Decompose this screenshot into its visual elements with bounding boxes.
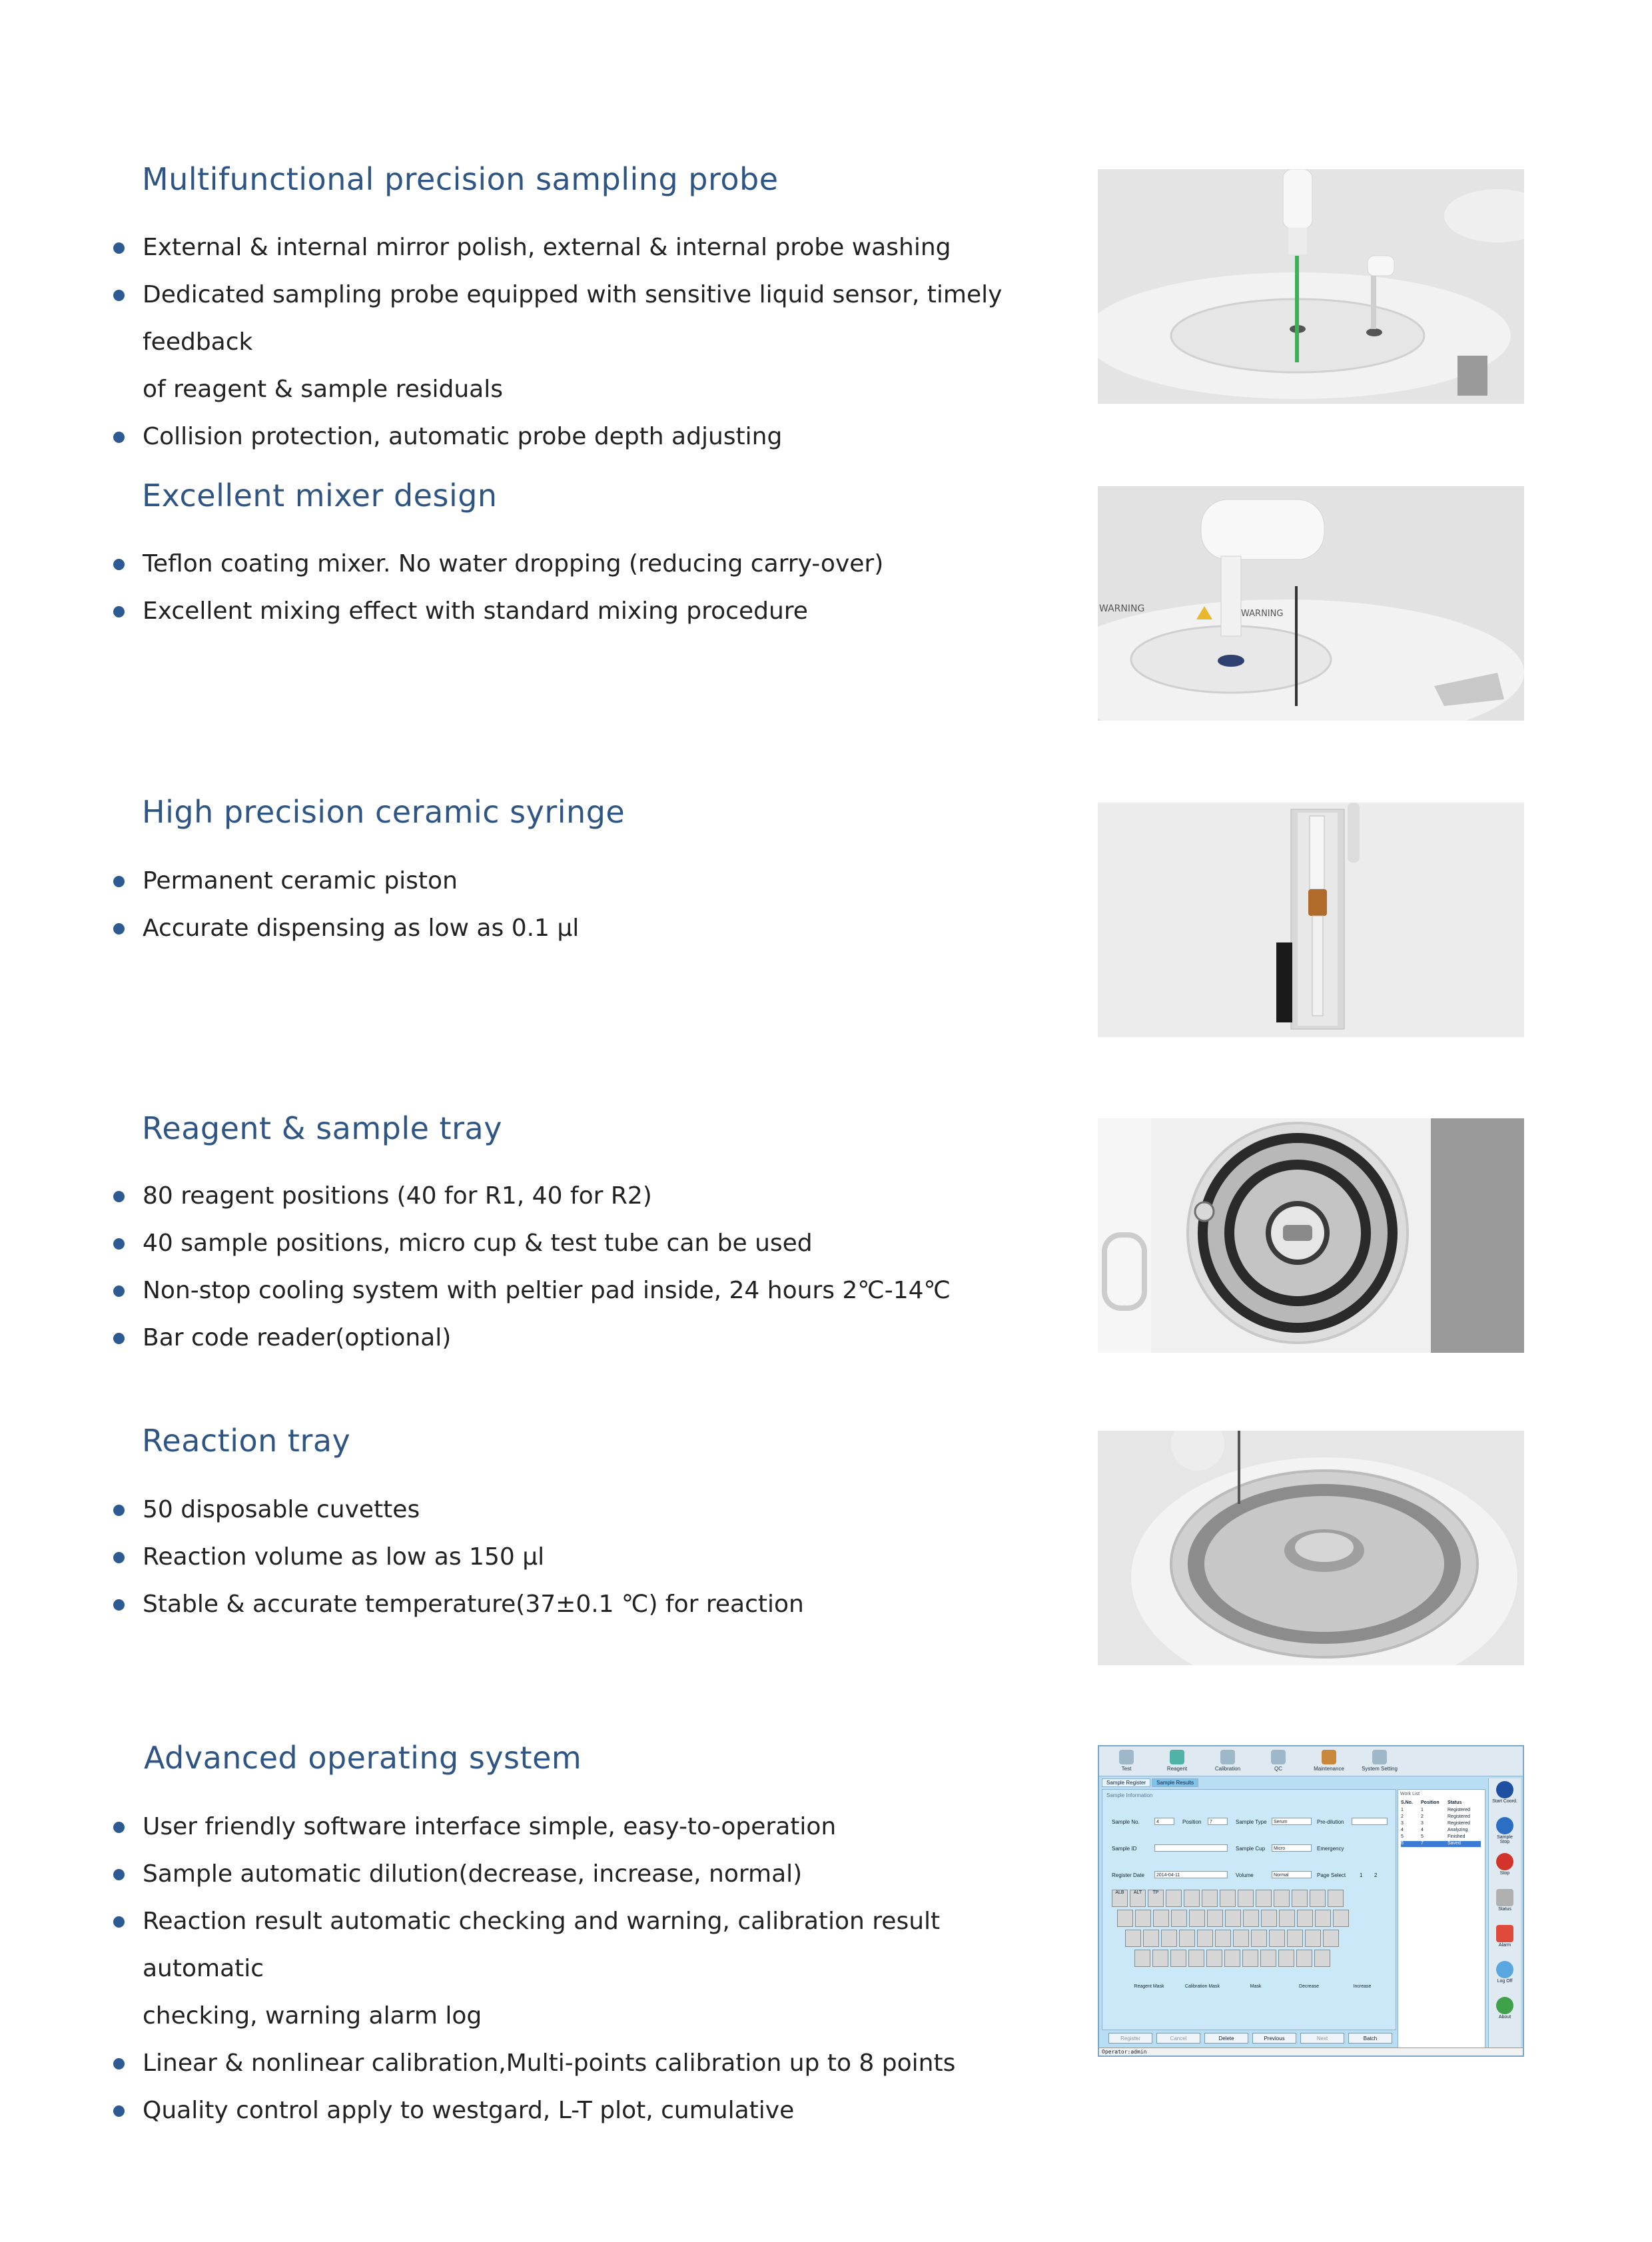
batch-button: Batch [1348,2033,1392,2044]
bullet-item: Sample automatic dilution(decrease, increase, normal) [112,1850,1051,1898]
sampling-probe-photo [1098,169,1524,404]
section-title: High precision ceramic syringe [142,794,625,830]
pause-icon [1496,1817,1513,1834]
bullet-dot-icon [113,1869,125,1880]
bullet-list [112,224,1051,460]
play-icon [1496,1781,1513,1798]
reagent-icon [1170,1750,1184,1764]
bullet-item: Reaction volume as low as 150 µl [112,1533,1051,1581]
alarm-icon [1496,1925,1513,1942]
maintenance-icon [1322,1750,1336,1764]
bullet-dot-icon [113,1822,125,1833]
software-status-bar: Operator:admin [1099,2048,1523,2055]
stop-icon [1496,1853,1513,1870]
software-button-row [1108,2033,1395,2045]
bullet-item-continuation: of reagent & sample residuals [143,376,503,403]
bullet-dot-icon [113,559,125,570]
register-button: Register [1108,2033,1152,2044]
register-date-field: 2014-04-11 [1154,1871,1228,1878]
warning-label: WARNING [1241,609,1284,619]
section-title: Multifunctional precision sampling probe [142,161,779,197]
cancel-button: Cancel [1156,2033,1200,2044]
bullet-item: 80 reagent positions (40 for R1, 40 for R2) [112,1172,1051,1220]
bullet-list [112,1172,1051,1361]
bullet-dot-icon [113,923,125,934]
bullet-list [112,1803,1051,2134]
bullet-item: User friendly software interface simple, easy-to-operation [112,1803,1051,1850]
software-side-buttons: Start Coord. Sample Stop Stop Status Alarm Log Off About [1488,1778,1521,2049]
delete-button: Delete [1204,2033,1248,2044]
test-keypad: ALB ALT TP [1112,1890,1392,1970]
bullet-item: Dedicated sampling probe equipped with sensitive liquid sensor, timely feedback [112,271,1051,366]
bullet-item: Reaction result automatic checking and warning, calibration result automatic [112,1898,1051,1992]
position-field: 7 [1208,1818,1228,1825]
bullet-list [112,857,1051,952]
bullet-item: Permanent ceramic piston [112,857,1051,905]
bullet-dot-icon [113,1505,125,1516]
tab-sample-register: Sample Register [1102,1778,1150,1787]
bullet-item: Non-stop cooling system with peltier pad inside, 24 hours 2℃-14℃ [112,1267,1051,1314]
section-title: Reaction tray [142,1423,351,1459]
bullet-item: 50 disposable cuvettes [112,1486,1051,1533]
sample-type-field: Serum [1272,1818,1312,1825]
previous-button: Previous [1252,2033,1296,2044]
bullet-item-continuation: checking, warning alarm log [143,2002,482,2030]
sample-no-field: 4 [1154,1818,1174,1825]
bullet-item: Stable & accurate temperature(37±0.1 ℃) for reaction [112,1581,1051,1628]
bullet-item: Excellent mixing effect with standard mixing procedure [112,587,1051,635]
software-toolbar [1099,1746,1523,1776]
sample-id-field [1154,1844,1228,1852]
section-title: Advanced operating system [144,1740,582,1776]
status-icon [1496,1889,1513,1906]
toolbar-reagent: Reagent [1152,1748,1202,1774]
bullet-dot-icon [113,290,125,301]
volume-field: Normal [1272,1871,1312,1878]
bullet-dot-icon [113,1238,125,1250]
next-button: Next [1300,2033,1344,2044]
bullet-item: Quality control apply to westgard, L-T plot, cumulative [112,2087,1051,2134]
sample-info-panel: Sample Information Sample No. 4 Position 7 Sample Type Serum Pre-dilution Sample ID Sample Cup Micro Emergency Register Date 2014-04-11 Volume Normal Page Select 1 2 ALB ALT TP Reagent Mask Calibration Mask Mask Decrease Increase [1102,1789,1396,2030]
bullet-dot-icon [113,1333,125,1344]
warning-label: WARNING [1099,603,1145,614]
reagent-tray-photo [1098,1118,1524,1353]
bullet-dot-icon [113,1599,125,1611]
test-icon [1119,1750,1134,1764]
bullet-dot-icon [113,242,125,254]
toolbar-qc: QC [1254,1748,1303,1774]
bullet-item: 40 sample positions, micro cup & test tube can be used [112,1220,1051,1267]
bullet-list [112,1486,1051,1628]
bullet-dot-icon [113,2058,125,2069]
bullet-item: Teflon coating mixer. No water dropping (reducing carry-over) [112,540,1051,587]
tab-sample-results: Sample Results [1152,1778,1198,1787]
reaction-tray-photo [1098,1431,1524,1665]
bullet-dot-icon [113,1552,125,1563]
bullet-item: Linear & nonlinear calibration,Multi-points calibration up to 8 points [112,2040,1051,2087]
gear-icon [1372,1750,1387,1764]
bullet-item: Accurate dispensing as low as 0.1 µl [112,905,1051,952]
bullet-dot-icon [113,1191,125,1202]
bullet-dot-icon [113,606,125,617]
bullet-list [112,540,1051,635]
toolbar-calibration: Calibration [1203,1748,1252,1774]
bullet-item: Bar code reader(optional) [112,1314,1051,1361]
bullet-dot-icon [113,432,125,443]
section-title: Excellent mixer design [142,478,498,514]
syringe-photo [1098,803,1524,1037]
toolbar-test: Test [1102,1748,1151,1774]
sample-cup-field: Micro [1272,1844,1312,1852]
toolbar-system-setting: System Setting [1355,1748,1404,1774]
bullet-dot-icon [113,876,125,887]
calibration-icon [1220,1750,1235,1764]
group-title: Sample Information [1106,1792,1153,1798]
bullet-dot-icon [113,2105,125,2117]
toolbar-maintenance: Maintenance [1304,1748,1354,1774]
bullet-dot-icon [113,1916,125,1928]
work-list-panel: Work List S.No. Position Status 1 1 Registered 2 2 Registered 3 3 Registered 4 4 Analyzing 5 5 Finished 6 7 Saved [1398,1789,1485,2050]
software-tabs [1102,1778,1200,1788]
qc-icon [1271,1750,1286,1764]
bullet-item: External & internal mirror polish, external & internal probe washing [112,224,1051,271]
bullet-item: Collision protection, automatic probe depth adjusting [112,413,1051,460]
about-icon [1496,1997,1513,2014]
log-off-icon [1496,1961,1513,1978]
predilution-field [1352,1818,1388,1825]
software-screenshot [1098,1745,1524,2057]
bullet-dot-icon [113,1286,125,1297]
mixer-photo [1098,486,1524,721]
section-title: Reagent & sample tray [142,1110,502,1146]
